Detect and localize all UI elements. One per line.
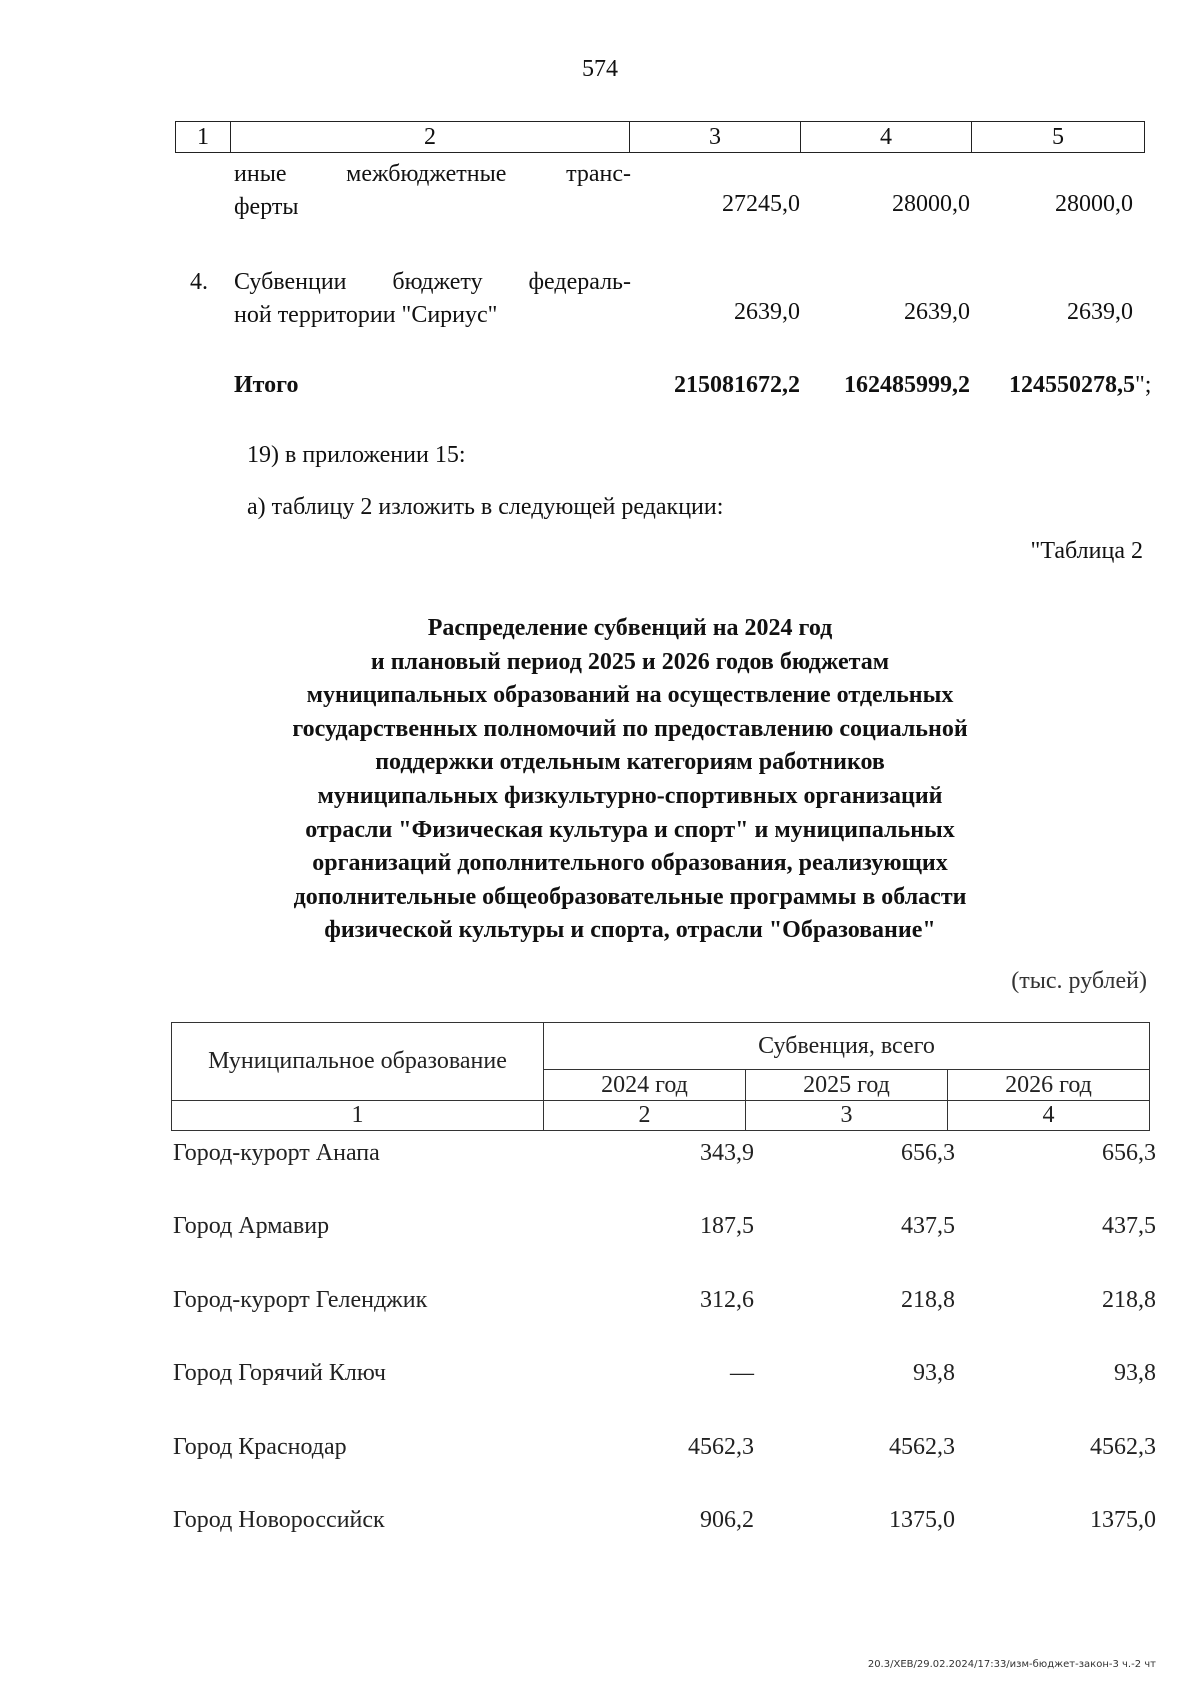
value-2025: 4562,3 — [889, 1434, 955, 1460]
municipality-name: Город Горячий Ключ — [173, 1360, 386, 1386]
col-number: 2 — [544, 1101, 746, 1131]
col-number: 3 — [746, 1101, 948, 1131]
value-2024: 312,6 — [700, 1287, 754, 1313]
total-value: 215081672,2 — [674, 372, 800, 398]
value-2026: 93,8 — [1114, 1360, 1156, 1386]
cell-value: 27245,0 — [722, 191, 800, 217]
row-label-sirius: Субвенции бюджету федераль- ной территории "Сириус" — [234, 269, 631, 328]
year-header: 2025 год — [746, 1070, 948, 1101]
paragraph-a: а) таблицу 2 изложить в следующей редакции: — [247, 494, 724, 520]
document-footer-stamp: 20.3/ХЕВ/29.02.2024/17:33/изм-бюджет-закон-3 ч.-2 чт — [867, 1659, 1156, 1670]
municipality-name: Город Краснодар — [173, 1434, 347, 1460]
table-title — [180, 612, 1080, 948]
year-header: 2024 год — [544, 1070, 746, 1101]
value-2024: 187,5 — [700, 1213, 754, 1239]
value-2025: 437,5 — [901, 1213, 955, 1239]
table-row — [171, 1287, 1155, 1321]
total-label: Итого — [234, 372, 299, 398]
value-2025: 93,8 — [913, 1360, 955, 1386]
cell-value: 2639,0 — [1067, 299, 1133, 325]
title-line: муниципальных образований на осуществление отдельных — [306, 682, 954, 709]
value-2026: 656,3 — [1102, 1140, 1156, 1166]
municipality-name: Город Новороссийск — [173, 1507, 385, 1533]
title-line: организаций дополнительного образования, реализующих — [312, 850, 948, 877]
total-closing-quote: "; — [1135, 372, 1152, 398]
total-value: 162485999,2 — [844, 372, 970, 398]
table-reference: "Таблица 2 — [1030, 538, 1143, 564]
title-line: и плановый период 2025 и 2026 годов бюджетам — [370, 648, 890, 675]
continuation-table-header — [175, 121, 1145, 153]
municipality-column-header: Муниципальное образование — [172, 1023, 544, 1101]
row-number: 4. — [190, 269, 208, 295]
cell-value: 2639,0 — [904, 299, 970, 325]
units-label: (тыс. рублей) — [1011, 968, 1147, 994]
title-line: Распределение субвенций на 2024 год — [427, 615, 833, 641]
value-2024: 343,9 — [700, 1140, 754, 1166]
table-row — [171, 1434, 1155, 1468]
subvention-total-header: Субвенция, всего — [544, 1023, 1150, 1070]
total-value: 124550278,5 — [1009, 372, 1135, 398]
value-2024: — — [730, 1360, 754, 1386]
table-row — [171, 1213, 1155, 1247]
value-2024: 4562,3 — [688, 1434, 754, 1460]
col-number: 1 — [172, 1101, 544, 1131]
title-line: отрасли "Физическая культура и спорт" и муниципальных — [305, 816, 955, 843]
col-number-3: 3 — [630, 122, 801, 153]
cell-value: 28000,0 — [1055, 191, 1133, 217]
title-line: муниципальных физкультурно-спортивных организаций — [317, 782, 943, 809]
year-header: 2026 год — [948, 1070, 1150, 1101]
cell-value: 2639,0 — [734, 299, 800, 325]
table-row — [171, 1140, 1155, 1174]
municipality-name: Город Армавир — [173, 1213, 330, 1239]
value-2026: 4562,3 — [1090, 1434, 1156, 1460]
value-2026: 437,5 — [1102, 1213, 1156, 1239]
value-2026: 1375,0 — [1090, 1507, 1156, 1533]
value-2026: 218,8 — [1102, 1287, 1156, 1313]
municipality-name: Город-курорт Анапа — [173, 1140, 380, 1166]
title-line: государственных полномочий по предоставлению социальной — [292, 715, 968, 742]
cell-value: 28000,0 — [892, 191, 970, 217]
value-2024: 906,2 — [700, 1507, 754, 1533]
subvention-table-header — [171, 1022, 1150, 1131]
value-2025: 1375,0 — [889, 1507, 955, 1533]
col-number-5: 5 — [972, 122, 1145, 153]
row-label-other-transfers: иные межбюджетные транс- ферты — [234, 161, 631, 220]
municipality-name: Город-курорт Геленджик — [173, 1287, 428, 1313]
title-line: дополнительные общеобразовательные программы в области — [293, 883, 967, 910]
value-2025: 656,3 — [901, 1140, 955, 1166]
col-number-1: 1 — [176, 122, 231, 153]
col-number-2: 2 — [231, 122, 630, 153]
col-number: 4 — [948, 1101, 1150, 1131]
col-number-4: 4 — [801, 122, 972, 153]
title-line: поддержки отдельным категориям работников — [375, 749, 885, 776]
value-2025: 218,8 — [901, 1287, 955, 1313]
table-row — [171, 1507, 1155, 1541]
title-line: физической культуры и спорта, отрасли "Образование" — [324, 917, 936, 944]
table-row — [171, 1360, 1155, 1394]
page-number: 574 — [582, 56, 618, 82]
paragraph-19: 19) в приложении 15: — [247, 442, 466, 468]
